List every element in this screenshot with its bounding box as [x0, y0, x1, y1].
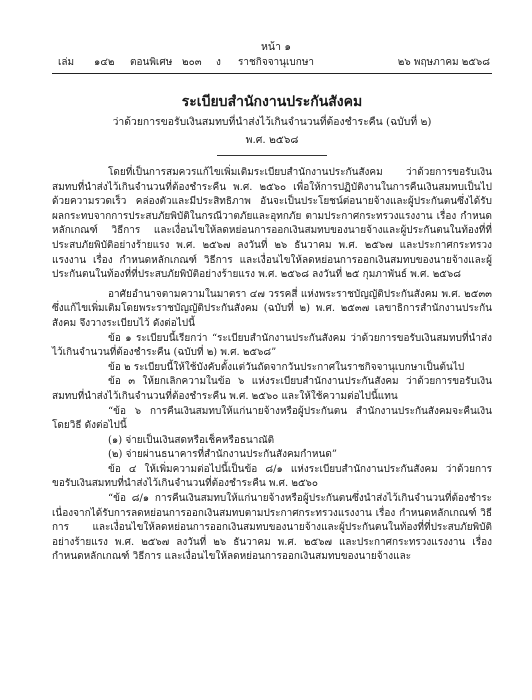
volume-label: เล่ม	[58, 57, 75, 68]
section-letter: ง	[216, 57, 221, 68]
page-number: หน้า ๑	[261, 41, 291, 53]
clause-4: ข้อ ๔ ให้เพิ่มความต่อไปนี้เป็นข้อ ๘/๑ แห่งระเบียบสำนักงานประกันสังคม ว่าด้วยการขอรับเงินสมทบที่นำส่งไว้เกินจำนวนที่ต้องชำระคืน พ.ศ. ๒๕๖๐	[52, 463, 492, 490]
special-issue-label: ตอนพิเศษ	[130, 57, 173, 68]
title-divider	[217, 155, 327, 156]
gazette-name: ราชกิจจานุเบกษา	[238, 57, 315, 68]
document-body	[52, 166, 492, 565]
authority-paragraph: อาศัยอำนาจตามความในมาตรา ๔๗ วรรคสี่ แห่งพระราชบัญญัติประกันสังคม พ.ศ. ๒๕๓๓ ซึ่งแก้ไขเพิ่มเติมโดยพระราชบัญญัติประกันสังคม (ฉบับที่ ๒) พ.ศ. ๒๕๓๗ เลขาธิการสำนักงานประกันสังคม จึงวางระเบียบไว้ ดังต่อไปนี้	[52, 288, 492, 329]
clause-6-item-1: (๑) จ่ายเป็นเงินสดหรือเช็คหรือธนาณัติ	[108, 434, 275, 446]
clause-6-text: “ข้อ ๖ การคืนเงินสมทบให้แก่นายจ้างหรือผู้ประกันตน สำนักงานประกันสังคมจะคืนเงินโดยวิธี ดังต่อไปนี้	[52, 405, 492, 432]
clause-3: ข้อ ๓ ให้ยกเลิกความในข้อ ๖ แห่งระเบียบสำนักงานประกันสังคม ว่าด้วยการขอรับเงินสมทบที่นำส่งไว้เกินจำนวนที่ต้องชำระคืน พ.ศ. ๒๕๖๐ และให้ใช้ความต่อไปนี้แทน	[52, 376, 492, 402]
clause-2: ข้อ ๒ ระเบียบนี้ให้ใช้บังคับตั้งแต่วันถัดจากวันประกาศในราชกิจจานุเบกษาเป็นต้นไป	[108, 361, 465, 373]
preamble-paragraph: โดยที่เป็นการสมควรแก้ไขเพิ่มเติมระเบียบสำนักงานประกันสังคม ว่าด้วยการขอรับเงินสมทบที่นำส่งไว้เกินจำนวนที่ต้องชำระคืน พ.ศ. ๒๕๖๐ เพื่อให้การปฏิบัติงานในการคืนเงินสมทบเป็นไปด้วยความรวดเร็ว คล่องตัวและมีประสิทธิภาพ อันจะเป็นประโยชน์ต่อนายจ้างและผู้ประกันตนซึ่งได้รับผลกระทบจากการประสบภัยพิบัติในกรณีวาตภัยและอุทกภัย ตามประกาศกระทรวงแรงงาน เรื่อง กำหนดหลักเกณฑ์ วิธีการ และเงื่อนไขให้ลดหย่อนการออกเงินสมทบของนายจ้างและผู้ประกันตนในท้องที่ที่ประสบภัยพิบัติอย่างร้ายแรง พ.ศ. ๒๕๖๗ ลงวันที่ ๒๖ ธันวาคม พ.ศ. ๒๕๖๗ และประกาศกระทรวงแรงงาน เรื่อง กำหนดหลักเกณฑ์ วิธีการ และเงื่อนไขให้ลดหย่อนการออกเงินสมทบของนายจ้างและผู้ประกันตนในท้องที่ที่ประสบภัยพิบัติอย่างร้ายแรง พ.ศ. ๒๕๖๘ ลงวันที่ ๒๕ กุมภาพันธ์ พ.ศ. ๒๕๖๘	[52, 167, 492, 281]
clause-6-item-2: (๒) จ่ายผ่านธนาคารที่สำนักงานประกันสังคมกำหนด”	[108, 449, 337, 461]
document-subtitle: ว่าด้วยการขอรับเงินสมทบที่นำส่งไว้เกินจำนวนที่ต้องชำระคืน (ฉบับที่ ๒)	[112, 116, 432, 128]
volume-number: ๑๔๒	[94, 57, 115, 68]
clause-8-1-text: “ข้อ ๘/๑ การคืนเงินสมทบให้แก่นายจ้างหรือผู้ประกันตนซึ่งนำส่งไว้เกินจำนวนที่ต้องชำระ เนื่องจากได้รับการลดหย่อนการออกเงินสมทบตามประกาศกระทรวงแรงงาน เรื่อง กำหนดหลักเกณฑ์ วิธีการ และเงื่อนไขให้ลดหย่อนการออกเงินสมทบของนายจ้างและผู้ประกันตนในท้องที่ที่ประสบภัยพิบัติอย่างร้ายแรง พ.ศ. ๒๕๖๗ ลงวันที่ ๒๖ ธันวาคม พ.ศ. ๒๕๖๗ และประกาศกระทรวงแรงงาน เรื่อง กำหนดหลักเกณฑ์ วิธีการ และเงื่อนไขให้ลดหย่อนการออกเงินสมทบของนายจ้างและ	[52, 493, 492, 563]
clause-1: ข้อ ๑ ระเบียบนี้เรียกว่า “ระเบียบสำนักงานประกันสังคม ว่าด้วยการขอรับเงินสมทบที่นำส่งไว้เกินจำนวนที่ต้องชำระคืน (ฉบับที่ ๒) พ.ศ. ๒๕๖๘”	[52, 332, 492, 359]
document-year: พ.ศ. ๒๕๖๘	[245, 134, 299, 146]
publication-date: ๒๖ พฤษภาคม ๒๕๖๘	[397, 57, 490, 68]
document-title: ระเบียบสำนักงานประกันสังคม	[181, 94, 363, 110]
gazette-header	[52, 54, 492, 74]
special-issue-number: ๒๐๓	[182, 57, 202, 68]
